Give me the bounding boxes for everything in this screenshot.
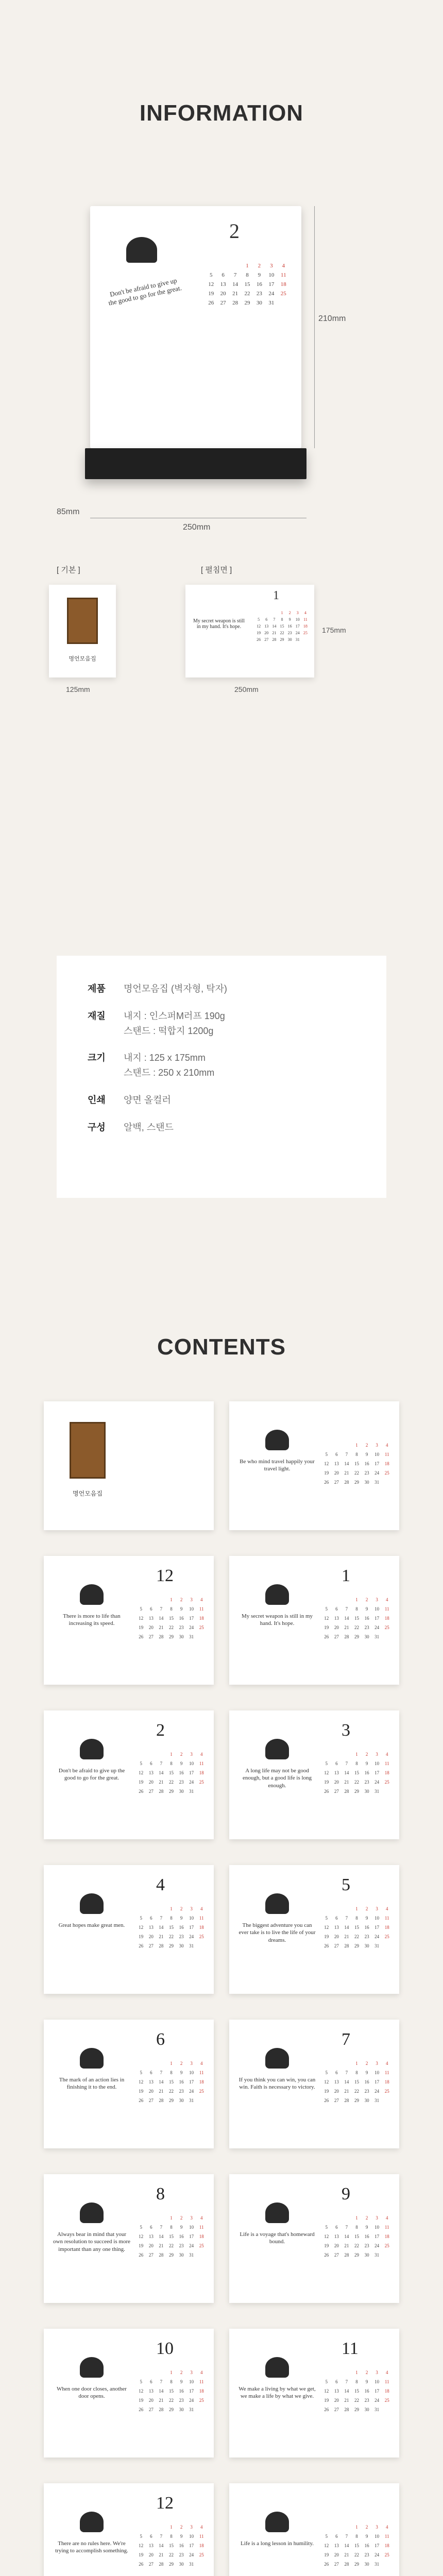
cover-label: [ 기본 ]	[57, 566, 80, 574]
width-dimension: 250mm	[183, 523, 211, 532]
calendar-day: 14	[232, 281, 238, 287]
calendar-day: 26	[257, 637, 261, 642]
calendar-day: 30	[256, 300, 262, 306]
page-month-number: 6	[156, 2030, 165, 2049]
spec-value: 내지 : 인스퍼M러프 190g 스탠드 : 떡합지 1200g	[124, 1010, 225, 1036]
calendar-day: 10	[295, 617, 300, 622]
calendar-day: 2	[288, 611, 291, 615]
calendar-day: 1	[246, 263, 249, 269]
page-month-number: 3	[342, 1721, 350, 1740]
page-month-number: 9	[342, 2184, 350, 2204]
calendar-day	[255, 611, 262, 615]
calendar-day: 8	[281, 617, 283, 622]
page-month-number: 12	[156, 1566, 174, 1585]
contents-page	[229, 1710, 399, 1839]
contents-page	[44, 1710, 214, 1839]
contents-page	[44, 2483, 214, 2576]
calendar-day: 6	[265, 617, 268, 622]
contents-page	[229, 2020, 399, 2148]
page-calendar: 1 2 3 4 5 6 7 8 9 10 11 12 13 14 15 16 17 18 19 20 21 22 23 24 25 26 27 28 29 30 31	[324, 1906, 389, 1948]
contents-page	[229, 2483, 399, 2576]
page-quote: We make a living by what we get, we make a life by what we give.	[238, 2386, 316, 2400]
page-quote: The mark of an action lies in finishing it to the end.	[59, 2077, 125, 2091]
page-calendar: 1 2 3 4 5 6 7 8 9 10 11 12 13 14 15 16 17 18 19 20 21 22 23 24 25 26 27 28 29 30 31	[139, 1752, 204, 1794]
calendar-day: 29	[244, 300, 250, 306]
hero-desk-calendar	[85, 206, 306, 495]
page-calendar: 1 2 3 4 5 6 7 8 9 10 11 12 13 14 15 16 17 18 19 20 21 22 23 24 25 26 27 28 29 30 31	[139, 1906, 204, 1948]
calendar-day: 23	[256, 291, 262, 297]
illustration-icon	[80, 2202, 104, 2223]
page-month-number: 2	[156, 1721, 165, 1740]
calendar-day: 21	[232, 291, 238, 297]
calendar-day: 27	[264, 637, 269, 642]
door-illustration	[67, 598, 98, 644]
calendar-day	[206, 263, 216, 269]
illustration-icon	[265, 1893, 289, 1914]
calendar-day: 28	[232, 300, 238, 306]
calendar-day: 25	[280, 291, 286, 297]
calendar-day: 7	[233, 272, 237, 278]
inner-quote: My secret weapon is still in my hand. It's hope.	[193, 618, 245, 630]
calendar-day: 2	[258, 263, 261, 269]
calendar-day: 29	[280, 637, 284, 642]
illustration-icon	[80, 2512, 104, 2532]
calendar-day: 15	[280, 624, 284, 629]
contents-page	[44, 2020, 214, 2148]
calendar-day: 8	[246, 272, 249, 278]
calendar-day: 17	[268, 281, 275, 287]
calendar-stand	[85, 448, 306, 479]
calendar-day: 15	[244, 281, 250, 287]
illustration-icon	[265, 2048, 289, 2069]
contents-page	[44, 2174, 214, 2303]
cover-title: 명언모음집	[69, 656, 96, 662]
contents-page	[229, 1556, 399, 1685]
calendar-day: 16	[287, 624, 292, 629]
calendar-day: 17	[295, 624, 300, 629]
page-month-number: 4	[156, 1875, 165, 1894]
calendar-day: 14	[272, 624, 277, 629]
spec-row	[88, 1009, 355, 1039]
illustration-icon	[80, 1584, 104, 1605]
spec-row	[88, 1050, 355, 1080]
contents-page	[229, 2174, 399, 2303]
door-illustration	[70, 1422, 106, 1479]
spec-value: 알백, 스탠드	[124, 1122, 174, 1132]
illustration-icon	[265, 2357, 289, 2378]
calendar-day: 23	[287, 631, 292, 635]
calendar-day: 16	[256, 281, 262, 287]
calendar-day: 11	[280, 272, 286, 278]
illustration-icon	[265, 1430, 289, 1450]
calendar-day: 20	[220, 291, 226, 297]
calendar-day: 3	[296, 611, 299, 615]
calendar-day: 31	[295, 637, 300, 642]
inner-height: 175mm	[322, 626, 346, 634]
calendar-day: 7	[273, 617, 276, 622]
calendar-day: 1	[281, 611, 283, 615]
calendar-day: 12	[257, 624, 261, 629]
contents-page	[44, 1865, 214, 1994]
page-quote: A long life may not be good enough, but a good life is long enough.	[242, 1768, 312, 1789]
depth-dimension: 85mm	[57, 507, 80, 516]
calendar-day: 19	[208, 291, 214, 297]
calendar-day: 27	[220, 300, 226, 306]
page-quote: There are no rules here. We're trying to accomplish something.	[55, 2540, 128, 2554]
page-calendar: 1 2 3 4 5 6 7 8 9 10 11 12 13 14 15 16 17 18 19 20 21 22 23 24 25 26 27 28 29 30 31	[324, 2524, 389, 2567]
illustration-icon	[265, 1739, 289, 1759]
cover-width: 125mm	[66, 685, 90, 693]
calendar-day: 5	[258, 617, 260, 622]
calendar-day: 24	[268, 291, 275, 297]
calendar-day	[263, 611, 270, 615]
inner-month: 1	[273, 589, 279, 602]
page-month-number: 12	[156, 2494, 174, 2513]
page-month-number: 1	[342, 1566, 350, 1585]
page-month-number: 8	[156, 2184, 165, 2204]
hero-quote: Don't be afraid to give up the good to go for the great.	[108, 276, 182, 307]
page-calendar: 1 2 3 4 5 6 7 8 9 10 11 12 13 14 15 16 17 18 19 20 21 22 23 24 25 26 27 28 29 30 31	[139, 2370, 204, 2412]
page-quote: My secret weapon is still in my hand. It's hope.	[241, 1613, 313, 1627]
calendar-day: 4	[304, 611, 306, 615]
spec-key: 제품	[88, 984, 106, 994]
page-quote: The biggest adventure you can ever take is to live the life of your dreams.	[238, 1922, 316, 1943]
page-calendar: 1 2 3 4 5 6 7 8 9 10 11 12 13 14 15 16 17 18 19 20 21 22 23 24 25 26 27 28 29 30 31	[139, 2061, 204, 2103]
calendar-day: 28	[272, 637, 277, 642]
page-calendar: 1 2 3 4 5 6 7 8 9 10 11 12 13 14 15 16 17 18 19 20 21 22 23 24 25 26 27 28 29 30 31	[324, 2061, 389, 2103]
calendar-day: 26	[208, 300, 214, 306]
page-calendar: 1 2 3 4 5 6 7 8 9 10 11 12 13 14 15 16 17 18 19 20 21 22 23 24 25 26 27 28 29 30 31	[324, 2370, 389, 2412]
spec-key: 인쇄	[88, 1094, 106, 1105]
height-dimension: 210mm	[318, 314, 346, 323]
spec-key: 재질	[88, 1010, 106, 1021]
page-month-number: 5	[342, 1875, 350, 1894]
illustration-icon	[80, 1893, 104, 1914]
calendar-day: 13	[264, 624, 269, 629]
contents-page	[44, 1401, 214, 1530]
calendar-day: 9	[288, 617, 291, 622]
inner-calendar	[255, 611, 309, 642]
inner-width: 250mm	[234, 685, 259, 693]
contents-page	[44, 2329, 214, 2458]
illustration-icon	[265, 2202, 289, 2223]
calendar-day: 5	[209, 272, 213, 278]
information-title: INFORMATION	[139, 100, 304, 126]
page-month-number: 11	[342, 2339, 359, 2358]
spec-value: 양면 올컬러	[124, 1094, 171, 1105]
page-calendar: 1 2 3 4 5 6 7 8 9 10 11 12 13 14 15 16 17 18 19 20 21 22 23 24 25 26 27 28 29 30 31	[324, 2215, 389, 2258]
spec-row	[88, 1120, 355, 1135]
cover-title: 명언모음집	[73, 1490, 103, 1497]
page-quote: Don't be afraid to give up the good to go for the great.	[58, 1768, 125, 1782]
spec-row	[88, 1093, 355, 1108]
illustration-icon	[265, 1584, 289, 1605]
calendar-page	[90, 206, 301, 448]
page-calendar: 1 2 3 4 5 6 7 8 9 10 11 12 13 14 15 16 17 18 19 20 21 22 23 24 25 26 27 28 29 30 31	[324, 1597, 389, 1639]
hero-month-number: 2	[229, 219, 240, 243]
illustration-icon	[80, 2357, 104, 2378]
contents-page	[44, 1556, 214, 1685]
contents-page	[229, 1401, 399, 1530]
illustration-icon	[265, 2512, 289, 2532]
illustration-icon	[80, 1739, 104, 1759]
spec-row	[88, 981, 355, 996]
page-calendar: 1 2 3 4 5 6 7 8 9 10 11 12 13 14 15 16 17 18 19 20 21 22 23 24 25 26 27 28 29 30 31	[139, 2215, 204, 2258]
calendar-day: 22	[244, 291, 250, 297]
page-quote: If you think you can win, you can win. Faith is necessary to victory.	[238, 2077, 316, 2091]
page-month-number: 10	[156, 2339, 174, 2358]
page-quote: Great hopes make great men.	[58, 1922, 125, 1928]
page-quote: Always bear in mind that your own resolution to succeed is more important than any one thing.	[53, 2231, 130, 2252]
calendar-day	[230, 263, 240, 269]
cover-card	[49, 585, 116, 677]
page-calendar: 1 2 3 4 5 6 7 8 9 10 11 12 13 14 15 16 17 18 19 20 21 22 23 24 25 26 27 28 29 30 31	[324, 1752, 389, 1794]
page-calendar: 1 2 3 4 5 6 7 8 9 10 11 12 13 14 15 16 17 18 19 20 21 22 23 24 25 26 27 28 29 30 31	[324, 1443, 389, 1485]
calendar-day: 10	[268, 272, 275, 278]
page-calendar: 1 2 3 4 5 6 7 8 9 10 11 12 13 14 15 16 17 18 19 20 21 22 23 24 25 26 27 28 29 30 31	[139, 2524, 204, 2567]
calendar-day: 21	[272, 631, 277, 635]
spec-key: 구성	[88, 1122, 106, 1132]
spec-table	[57, 956, 386, 1198]
contents-page	[229, 2329, 399, 2458]
calendar-day	[270, 611, 278, 615]
page-quote: When one door closes, another door opens.	[57, 2386, 127, 2400]
calendar-day: 12	[208, 281, 214, 287]
calendar-day: 3	[270, 263, 273, 269]
illustration-icon	[80, 2048, 104, 2069]
illustration-icon	[126, 237, 157, 263]
calendar-day	[279, 300, 288, 306]
inner-card	[185, 585, 314, 677]
calendar-day: 22	[280, 631, 284, 635]
calendar-day	[302, 637, 309, 642]
calendar-day: 9	[258, 272, 261, 278]
page-quote: Be who mind travel happily your travel light.	[240, 1459, 315, 1472]
hero-calendar-grid	[206, 263, 288, 306]
calendar-day: 13	[220, 281, 226, 287]
contents-title: CONTENTS	[157, 1334, 286, 1360]
calendar-day: 11	[303, 617, 308, 622]
height-dimension-line	[314, 206, 315, 448]
page-calendar: 1 2 3 4 5 6 7 8 9 10 11 12 13 14 15 16 17 18 19 20 21 22 23 24 25 26 27 28 29 30 31	[139, 1597, 204, 1639]
spec-key: 크기	[88, 1053, 106, 1063]
spec-value: 명언모음집 (벽자형, 탁자)	[124, 984, 227, 994]
calendar-day: 19	[257, 631, 261, 635]
calendar-day: 6	[222, 272, 225, 278]
calendar-day	[218, 263, 228, 269]
calendar-day: 4	[282, 263, 285, 269]
calendar-day: 18	[280, 281, 286, 287]
page-quote: Life is a long lesson in humility.	[241, 2540, 314, 2547]
calendar-day: 31	[268, 300, 275, 306]
page-quote: Life is a voyage that's homeward bound.	[240, 2231, 315, 2245]
calendar-day: 30	[287, 637, 292, 642]
contents-page	[229, 1865, 399, 1994]
calendar-day: 20	[264, 631, 269, 635]
page-month-number: 7	[342, 2030, 350, 2049]
inner-label: [ 펼침면 ]	[201, 566, 232, 574]
spec-value: 내지 : 125 x 175mm 스탠드 : 250 x 210mm	[124, 1053, 215, 1078]
calendar-day: 25	[303, 631, 308, 635]
calendar-day: 18	[303, 624, 308, 629]
page-quote: There is more to life than increasing its speed.	[63, 1613, 121, 1627]
calendar-day: 24	[295, 631, 300, 635]
